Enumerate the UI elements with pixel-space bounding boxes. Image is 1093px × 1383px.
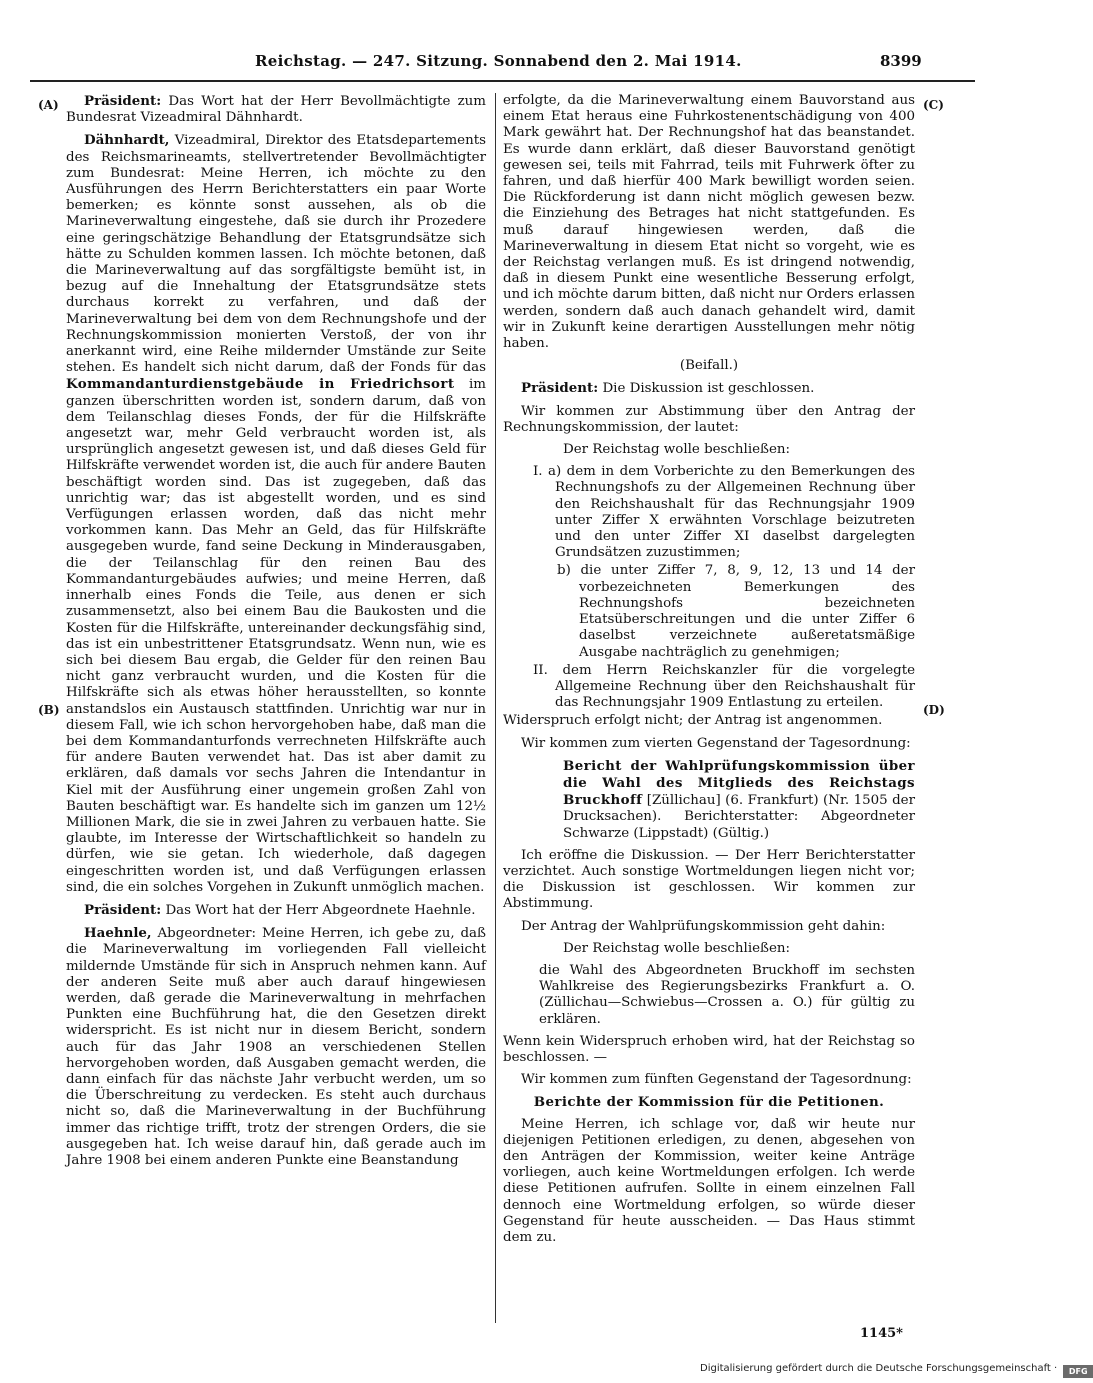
emphasized-text: Kommandanturdienstgebäude in Friedrichsort (66, 376, 455, 393)
paragraph-adopted: Widerspruch erfolgt nicht; der Antrag ist angenommen. (503, 713, 883, 729)
paragraph-agenda-5: Wir kommen zum fünften Gegenstand der Tagesordnung: (521, 1072, 912, 1088)
column-divider (495, 93, 496, 1323)
paragraph-praesident-2 (66, 902, 486, 919)
header-rule (30, 80, 975, 82)
paragraph-haehnle-continued: erfolgte, da die Marineverwaltung einem Bauvorstand aus einem Etat heraus eine Fuhrkostenentschädigung von 400 Mark gewährt hat. Der Rechnungshof hat das beanstandet. Es wurde dann erklärt, daß dieser Bauvorstand genötigt gewesen sei, teils mit Fahrrad, teils mit Fuhrwerk öfter zu fahren, und daß hierfür 400 Mark bewilligt worden seien. Die Rückforderung ist dann nicht möglich gewesen bezw. die Einziehung des Betrages hat nicht stattgefunden. Es muß darauf hingewiesen werden, daß die Marineverwaltung in diesem Etat nicht so vorgeht, wie es der Reichstag verlangen muß. Es ist dringend notwendig, daß in diesem Punkt eine wesentliche Besserung erfolgt, und ich möchte darum bitten, daß nicht nur Orders erlassen werden, sondern daß auch danach gehandelt wird, damit wir in Zukunft keine derartigen Ausstellungen mehr nötig haben. (503, 93, 915, 352)
speech-text: Das Wort hat der Herr Bevollmächtigte zum Bundesrat Vizeadmiral Dähnhardt. (66, 94, 486, 126)
margin-marker-d: (D) (923, 703, 945, 717)
speech-text-continued: im ganzen überschritten worden ist, sondern darum, daß von dem Teilanschlag dieses Fonds, der für die Hilfskräfte angesetzt war, mehr Geld verbraucht worden ist, als ursprünglich angesetzt gewesen ist, und daß dieses Geld für Hilfskräfte verwendet worden ist, die auch für andere Bauten beschäftigt worden sind. Das ist zugegeben, daß das unrichtig war; das ist abgestellt worden, und es sind Verfügungen erlassen worden, daß das nicht mehr vorkommen kann. Das Mehr an Geld, das für Hilfskräfte ausgegeben wurde, fand seine Deckung in Minderausgaben, die der Teilanschlag für den reinen Bau des Kommandanturgebäudes aufwies; und meine Herren, daß innerhalb eines Fonds die Teile, aus denen er sich zusammensetzt, also bei einem Bau die Baukosten und die Kosten für die Hilfskräfte, untereinander deckungsfähig sind, das ist ein unbestrittener Etatsgrundsatz. Wenn nun, wie es sich bei diesem Bau ergab, die Gelder für den reinen Bau nicht ganz verbraucht wurden, und die Kosten für die Hilfskräfte sich als etwas höher herausstellten, so konnte anstandslos ein Austausch stattfinden. Unrichtig war nur in diesem Fall, wie ich schon hervorgehoben habe, daß man die bei dem Kommandanturfonds verrechneten Hilfskräfte auch für andere Bauten verwendet hat. Das ist aber damit zu erklären, daß damals vor sechs Jahren die Intendantur in Kiel mit der Ausführung einer ungemein großen Zahl von Bauten beschäftigt war. Es handelte sich im ganzen um 12½ Millionen Mark, die sie in zwei Jahren zu verbauen hatte. Sie glaubte, im Interesse der Wirtschaftlichkeit so handeln zu dürfen, wie sie getan. Ich wiederhole, daß dagegen eingeschritten worden ist, und daß Verfügungen erlassen sind, die ein solches Vorgehen in Zukunft unmöglich machen. (66, 377, 486, 895)
paragraph-motion: Der Antrag der Wahlprüfungskommission geht dahin: (521, 918, 886, 934)
paragraph-no-objection: Wenn kein Widerspruch erhoben wird, hat der Reichstag so beschlossen. — (503, 1033, 915, 1065)
speech-text: Das Wort hat der Herr Abgeordnete Haehnle. (161, 902, 476, 918)
page-title: Reichstag. — 247. Sitzung. Sonnabend den 2. Mai 1914. (255, 52, 742, 70)
agenda-item-4 (503, 758, 915, 842)
left-column (66, 93, 486, 1175)
speech-text: Die Diskussion ist geschlossen. (598, 381, 815, 397)
margin-marker-a: (A) (38, 98, 59, 112)
speaker-name: Haehnle, (84, 925, 152, 942)
resolution-intro-2: Der Reichstag wolle beschließen: (563, 940, 791, 956)
dfg-logo-icon: DFG (1063, 1365, 1093, 1378)
speaker-name: Präsident: (84, 901, 162, 918)
margin-marker-b: (B) (38, 703, 60, 717)
right-column (503, 93, 915, 1252)
paragraph-agenda-4: Wir kommen zum vierten Gegenstand der Tagesordnung: (521, 735, 911, 751)
paragraph-praesident-3 (503, 380, 915, 397)
resolution-intro: Der Reichstag wolle beschließen: (563, 442, 791, 458)
paragraph-vote-intro: Wir kommen zur Abstimmung über den Antrag der Rechnungskommission, der lautet: (503, 403, 915, 435)
margin-marker-c: (C) (923, 98, 944, 112)
footer-text: Digitalisierung gefördert durch die Deutsche Forschungsgemeinschaft · (700, 1363, 1058, 1374)
speaker-name: Dähnhardt, (84, 132, 170, 149)
paragraph-haehnle (66, 925, 486, 1169)
resolution-item-ii: II. dem Herrn Reichskanzler für die vorgelegte Allgemeine Rechnung über den Reichshaushalt für das Rechnungsjahr 1909 Entlastung zu erteilen. (533, 662, 915, 711)
applause-note: (Beifall.) (679, 358, 739, 374)
page-number: 8399 (880, 52, 922, 70)
speech-text: Abgeordneter: Meine Herren, ich gebe zu, daß die Marineverwaltung im vorliegenden Fall vielleicht mildernde Umstände für sich in Anspruch nehmen kann. Auf der anderen Seite muß aber auch darauf hingewiesen werden, daß gerade die Marineverwaltung in mehrfachen Punkten eine Buchführung hat, die den Gesetzen direkt widerspricht. Es ist nicht nur in diesem Bericht, sondern auch für das Jahr 1908 an verschiedenen Stellen hervorgehoben worden, daß Ausgaben gemacht werden, die dann einfach für das nächste Jahr verbucht werden, um so die Überschreitung zu verdecken. Es steht auch durchaus nicht so, daß die Marineverwaltung in der Buchführung immer das richtige trifft, trotz der strengen Orders, die sie ausgegeben hat. Ich weise darauf hin, daß gerade auch im Jahre 1908 bei einem anderen Punkte eine Beanstandung (66, 926, 486, 1168)
resolution-election: die Wahl des Abgeordneten Bruckhoff im sechsten Wahlkreise des Regierungsbezirks Frankfurt a. O. (Züllichau—Schwiebus—Crossen a. O.) für gültig zu erklären. (539, 962, 915, 1027)
agenda-item-details: [Züllichau] (6. Frankfurt) (Nr. 1505 der Drucksachen). Berichterstatter: Abgeordneter Schwarze (Lippstadt) (Gültig.) (563, 793, 915, 841)
resolution-item-ib: b) die unter Ziffer 7, 8, 9, 12, 13 und 14 der vorbezeichneten Bemerkungen des Rechnungshofs bezeichneten Etatsüberschreitungen und die unter Ziffer 6 daselbst verzeichnete außeretatsmäßige Ausgabe nachträglich zu genehmigen; (557, 563, 915, 660)
paragraph-praesident-1 (66, 93, 486, 126)
digitization-footer (700, 1363, 1093, 1378)
paragraph-daehnhardt (66, 132, 486, 896)
speaker-name: Präsident: (84, 93, 162, 109)
agenda-item-5-title: Berichte der Kommission für die Petitionen. (533, 1094, 885, 1111)
sheet-signature: 1145* (860, 1326, 903, 1341)
speech-text: Vizeadmiral, Direktor des Etatsdepartements des Reichsmarineamts, stellvertretender Bevollmächtigter zum Bundesrat: Meine Herren, ich möchte zu den Ausführungen des Herrn Berichterstatters ein paar Worte bemerken; es könnte sonst aussehen, als ob die Marineverwaltung eingestehe, daß sie durch ihr Prozedere eine geringschätzige Behandlung der Etatsgrundsätze sich hätte zu Schulden kommen lassen. Ich möchte betonen, daß die Marineverwaltung auf das sorgfältigste bemüht ist, in bezug auf die Innehaltung der Etatsgrundsätze stets durchaus korrekt zu verfahren, und daß der Marineverwaltung bei dem von dem Rechnungshofe und der Rechnungskommission monierten Verstoß, der von ihr anerkannt wird, eine Reihe mildernder Umstände zur Seite stehen. Es handelt sich nicht darum, daß der Fonds für das (66, 133, 486, 376)
speaker-name: Präsident: (521, 380, 599, 397)
paragraph-petitions: Meine Herren, ich schlage vor, daß wir heute nur diejenigen Petitionen erledigen, zu denen, abgesehen von den Anträgen der Kommission, weiter keine Anträge vorliegen, auch keine Wortmeldungen erfolgen. Ich werde diese Petitionen aufrufen. Sollte in einem einzelnen Fall dennoch eine Wortmeldung erfolgen, so würde dieser Gegenstand für heute ausscheiden. — Das Haus stimmt dem zu. (503, 1116, 915, 1245)
paragraph-discussion: Ich eröffne die Diskussion. — Der Herr Berichterstatter verzichtet. Auch sonstige Wortmeldungen liegen nicht vor; die Diskussion ist geschlossen. Wir kommen zur Abstimmung. (503, 847, 915, 912)
page-header (0, 0, 1000, 96)
resolution-item-ia: I. a) dem in dem Vorberichte zu den Bemerkungen des Rechnungshofs zu der Allgemeinen Rechnung über den Reichshaushalt für das Rechnungsjahr 1909 unter Ziffer X erwähnten Vorschlage beizutreten und den unter Ziffer XI daselbst dargelegten Grundsätzen zuzustimmen; (533, 464, 915, 561)
agenda-item-title: Bericht der Wahlprüfungskommission über die Wahl des Mitglieds des Reichstags Bruckhoff (563, 757, 915, 809)
